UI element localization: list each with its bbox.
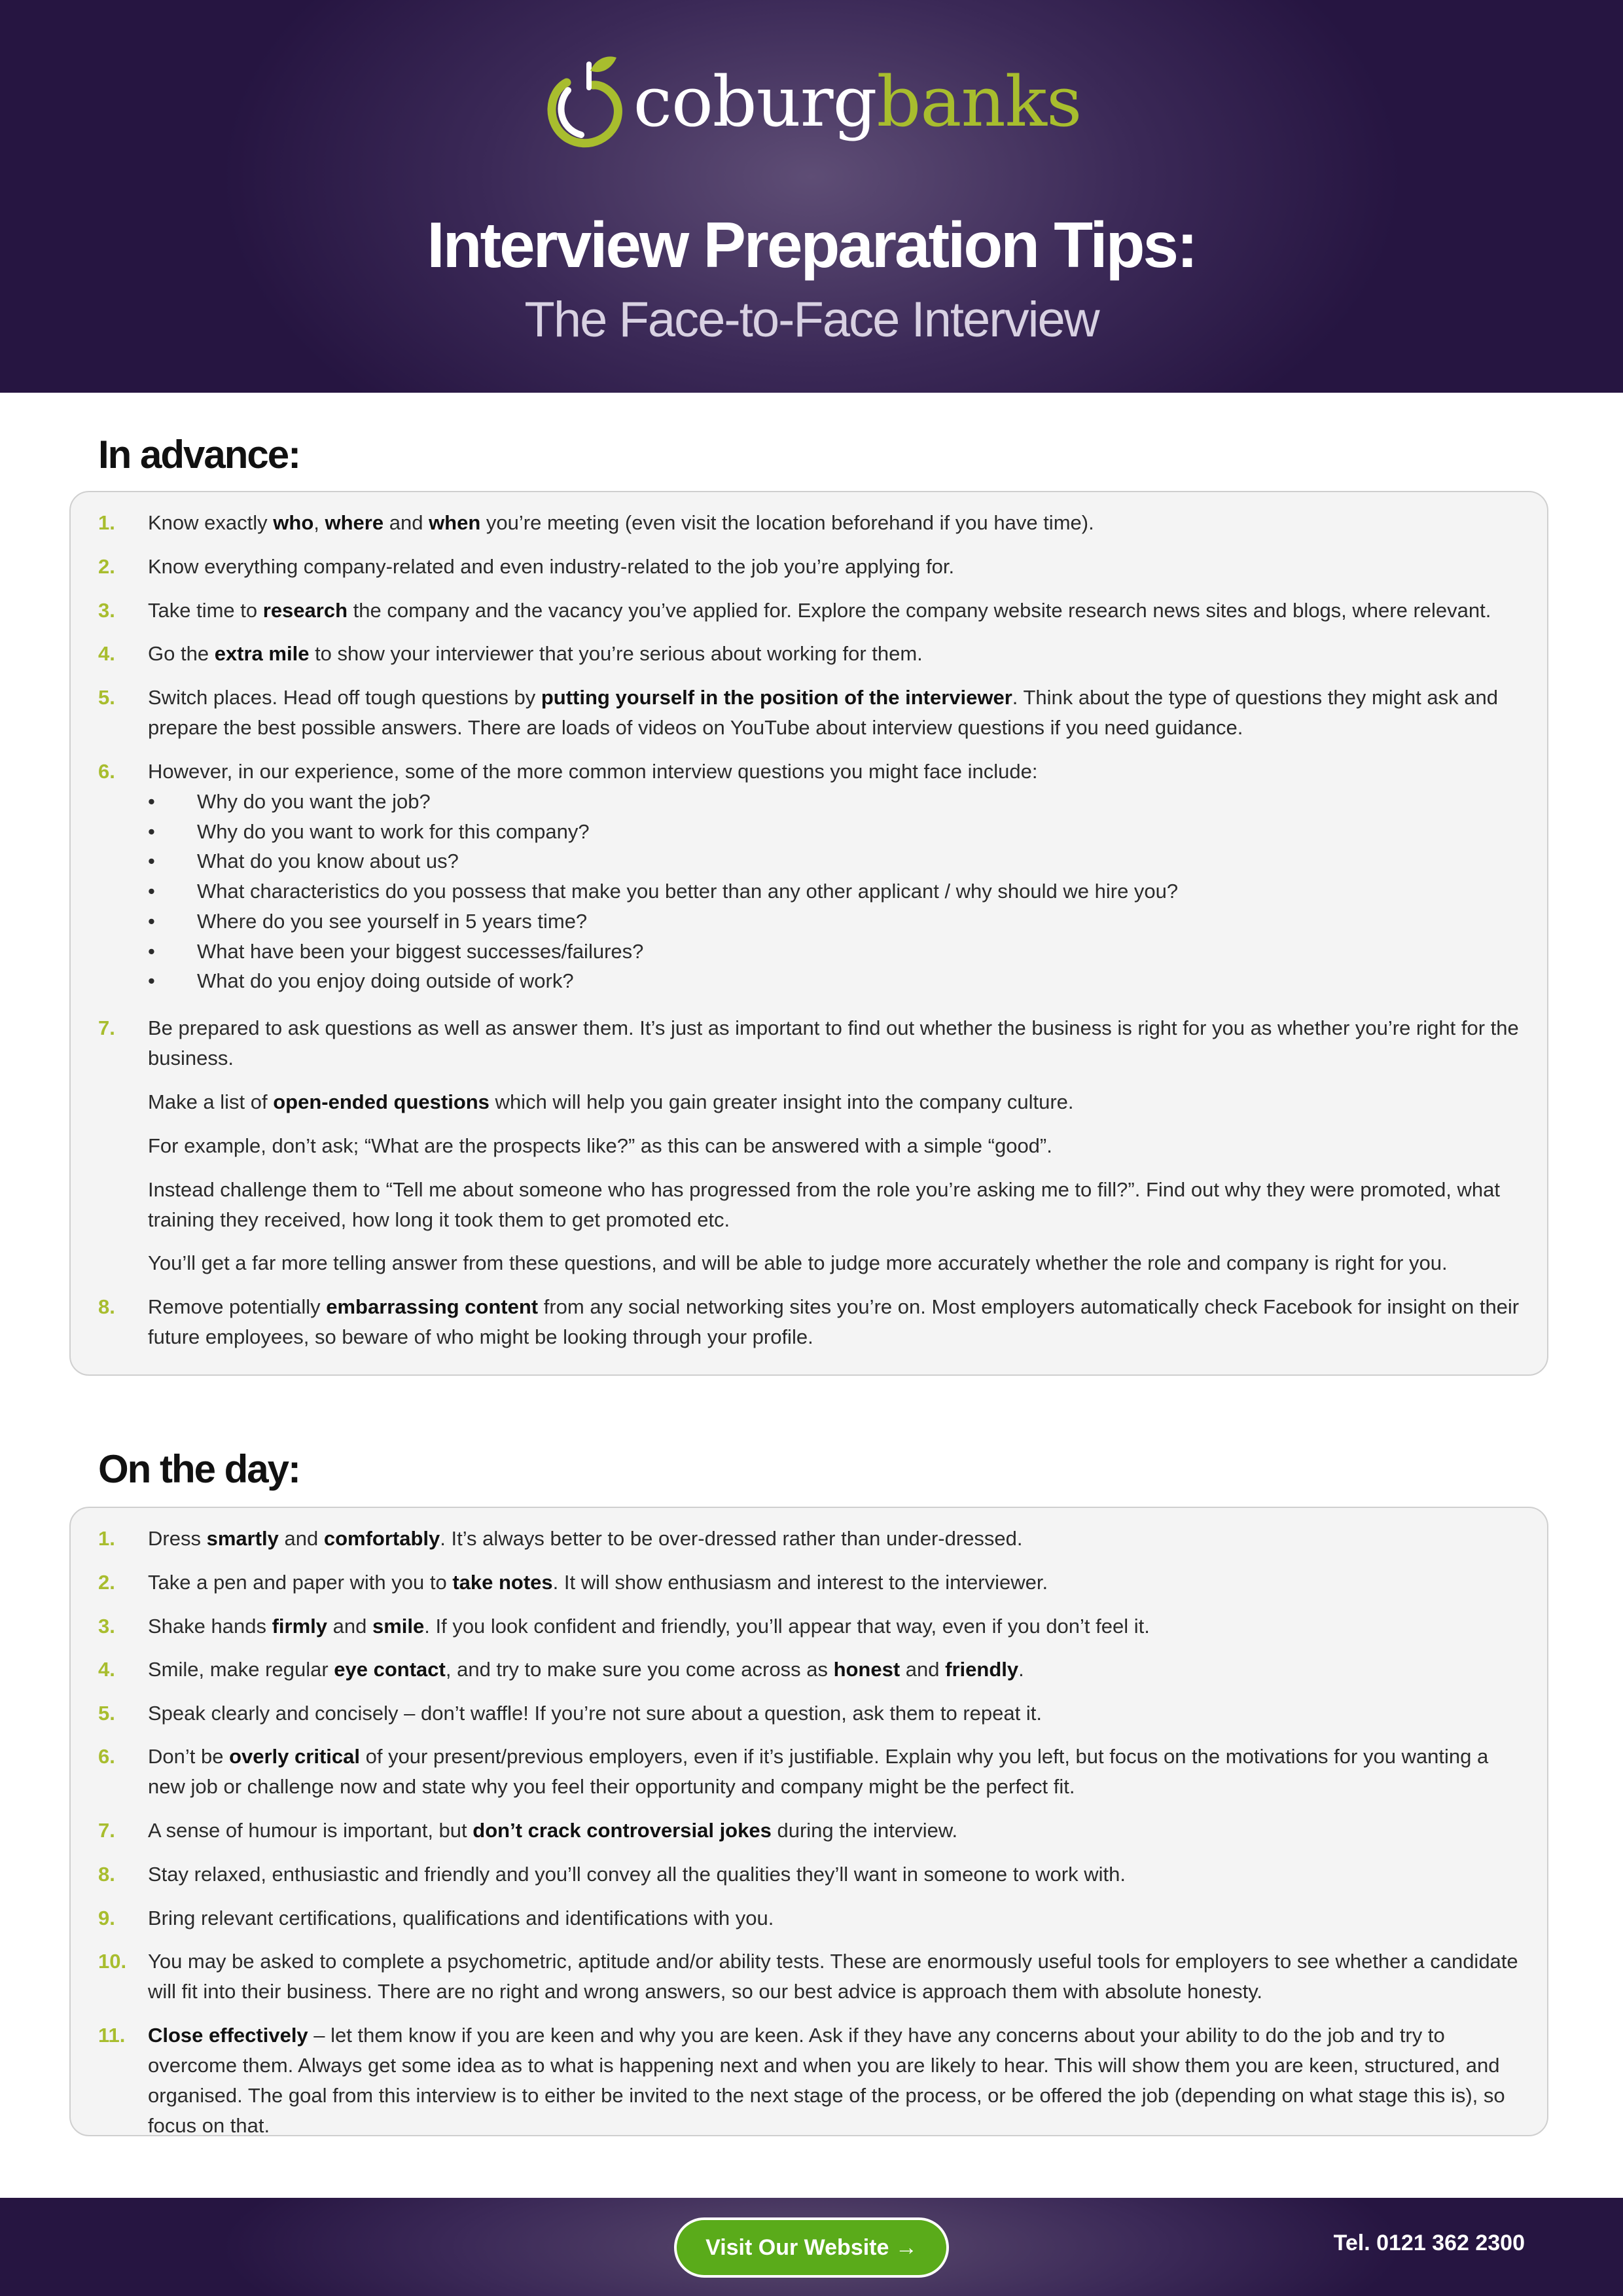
emphasis-text: smartly	[206, 1527, 279, 1550]
brand-wordmark	[633, 62, 1082, 142]
item-number: 7.	[98, 1016, 115, 1039]
item-number: 6.	[98, 1745, 115, 1768]
item-number: 3.	[98, 599, 115, 622]
item-text: Shake hands firmly and smile. If you look confident and friendly, you’ll appear that way, even if you don’t feel it.	[148, 1615, 1150, 1638]
emphasis-text: putting yourself in the position of the interviewer	[541, 686, 1012, 709]
item-number: 4.	[98, 642, 115, 665]
emphasis-text: smile	[372, 1615, 425, 1638]
emphasis-text: who	[273, 511, 314, 534]
item-text: Be prepared to ask questions as well as answer them. It’s just as important to find out whether the business is right for you as whether you’re right for the business.	[148, 1016, 1519, 1069]
emphasis-text: extra mile	[214, 642, 310, 665]
on-the-day-panel	[69, 1507, 1548, 2136]
item7-paragraph: Make a list of open-ended questions which will help you gain greater insight into the company culture.	[148, 1090, 1074, 1113]
item-number: 5.	[98, 686, 115, 709]
question-text: What do you know about us?	[197, 850, 459, 873]
item-number: 9.	[98, 1907, 115, 1929]
emphasis-text: friendly	[945, 1658, 1019, 1681]
item-number: 1.	[98, 1527, 115, 1550]
item-number: 5.	[98, 1702, 115, 1725]
visit-website-button[interactable]: Visit Our Website →	[674, 2217, 949, 2278]
bullet-icon: •	[148, 819, 155, 843]
item-number: 7.	[98, 1819, 115, 1842]
item-number: 8.	[98, 1863, 115, 1886]
item-text: Go the extra mile to show your interviewer that you’re serious about working for them.	[148, 642, 923, 665]
item-text: Don’t be overly critical of your present/previous employers, even if it’s justifiable. Explain why you left, but focus on the motivations for you wanting a new job or challenge now and state why you feel their opportunity and company might be the perfect fit.	[148, 1745, 1489, 1798]
question-text: Where do you see yourself in 5 years time?	[197, 909, 588, 933]
bullet-icon: •	[148, 790, 155, 813]
item-text: Bring relevant certifications, qualifications and identifications with you.	[148, 1907, 774, 1929]
footer-banner	[0, 2198, 1623, 2296]
emphasis-text: comfortably	[323, 1527, 440, 1550]
header-banner	[0, 0, 1623, 393]
item-text: Take time to research the company and the vacancy you’ve applied for. Explore the company website research news sites and blogs, where relevant.	[148, 599, 1491, 622]
bullet-icon: •	[148, 880, 155, 903]
item-text: Speak clearly and concisely – don’t waffle! If you’re not sure about a question, ask them to repeat it.	[148, 1702, 1042, 1725]
item-number: 6.	[98, 760, 115, 783]
bullet-icon: •	[148, 939, 155, 963]
item-text: However, in our experience, some of the more common interview questions you might face include:	[148, 760, 1038, 783]
item-text: Close effectively – let them know if you are keen and why you are keen. Ask if they have any concerns about your ability to do the job and try to overcome them. Always get some idea as to what is happening next and when you are likely to hear. This will show them you are keen, structured, and organised. The goal from this interview is to either be invited to the next stage of the process, or be offered the job (depending on what stage this is), so focus on that.	[148, 2024, 1505, 2137]
item-number: 4.	[98, 1658, 115, 1681]
item-text: Switch places. Head off tough questions by putting yourself in the position of the interviewer. Think about the type of questions they might ask and prepare the best possible answers. There are loads of videos on YouTube about interview questions if you need guidance.	[148, 686, 1498, 739]
page-title: Interview Preparation Tips:	[427, 209, 1196, 281]
item-number: 8.	[98, 1295, 115, 1318]
logo[interactable]	[0, 51, 1623, 149]
item-text: Dress smartly and comfortably. It’s always better to be over-dressed rather than under-dressed.	[148, 1527, 1023, 1550]
item-text: You may be asked to complete a psychometric, aptitude and/or ability tests. These are enormously useful tools for employers to see whether a candidate will fit into their business. There are no right and wrong answers, so our best advice is approach them with absolute honesty.	[148, 1950, 1518, 2003]
item-text: A sense of humour is important, but don’t crack controversial jokes during the interview.	[148, 1819, 958, 1842]
emphasis-text: eye contact	[334, 1658, 446, 1681]
in-advance-panel	[69, 491, 1548, 1376]
item7-paragraph: For example, don’t ask; “What are the prospects like?” as this can be answered with a simple “good”.	[148, 1134, 1052, 1157]
question-text: What characteristics do you possess that make you better than any other applicant / why should we hire you?	[197, 880, 1179, 903]
item-text: Know exactly who, where and when you’re meeting (even visit the location beforehand if you have time).	[148, 511, 1094, 534]
emphasis-text: firmly	[272, 1615, 328, 1638]
brand-name-part2: banks	[876, 62, 1082, 142]
emphasis-text: research	[262, 599, 348, 622]
bullet-icon: •	[148, 909, 155, 933]
emphasis-text: take notes	[452, 1571, 553, 1594]
item-text: Take a pen and paper with you to take notes. It will show enthusiasm and interest to the interviewer.	[148, 1571, 1048, 1594]
item-number: 11.	[98, 2024, 126, 2047]
item-text: Smile, make regular eye contact, and try to make sure you come across as honest and friendly.	[148, 1658, 1024, 1681]
question-text: Why do you want to work for this company?	[197, 819, 590, 843]
bullet-icon: •	[148, 850, 155, 873]
emphasis-text: when	[429, 511, 481, 534]
item7-paragraph: You’ll get a far more telling answer from these questions, and will be able to judge more accurately whether the role and company is right for you.	[148, 1251, 1448, 1274]
item-number: 10.	[98, 1950, 127, 1973]
question-text: What have been your biggest successes/failures?	[197, 939, 644, 963]
telephone-number: Tel. 0121 362 2300	[1333, 2231, 1525, 2255]
emphasis-text: overly critical	[229, 1745, 360, 1768]
item-number: 1.	[98, 511, 115, 534]
question-text: Why do you want the job?	[197, 790, 431, 813]
item-number: 2.	[98, 1571, 115, 1594]
item-text: Know everything company-related and even industry-related to the job you’re applying for.	[148, 555, 955, 578]
item-number: 2.	[98, 555, 115, 578]
apple-logo-icon	[542, 51, 627, 149]
emphasis-text: Close effectively	[148, 2024, 308, 2047]
emphasis-text: don’t crack controversial jokes	[473, 1819, 772, 1842]
item-text: Stay relaxed, enthusiastic and friendly and you’ll convey all the qualities they’ll want in someone to work with.	[148, 1863, 1126, 1886]
item-number: 3.	[98, 1615, 115, 1638]
item-text: Remove potentially embarrassing content from any social networking sites you’re on. Most employers automatically check Facebook for insight on their future employees, so beware of who might be looking through your profile.	[148, 1295, 1520, 1348]
emphasis-text: open-ended questions	[273, 1090, 490, 1113]
on-the-day-heading: On the day:	[98, 1447, 300, 1491]
page-subtitle: The Face-to-Face Interview	[524, 292, 1099, 348]
emphasis-text: honest	[833, 1658, 901, 1681]
item7-paragraph: Instead challenge them to “Tell me about someone who has progressed from the role you’re asking me to fill?”. Find out why they were promoted, what training they received, how long it took them to get promoted etc.	[148, 1178, 1501, 1231]
in-advance-heading: In advance:	[98, 433, 300, 476]
brand-name-part1: coburg	[633, 62, 877, 142]
question-text: What do you enjoy doing outside of work?	[197, 969, 574, 993]
bullet-icon: •	[148, 969, 155, 993]
emphasis-text: embarrassing content	[326, 1295, 539, 1318]
emphasis-text: where	[325, 511, 384, 534]
